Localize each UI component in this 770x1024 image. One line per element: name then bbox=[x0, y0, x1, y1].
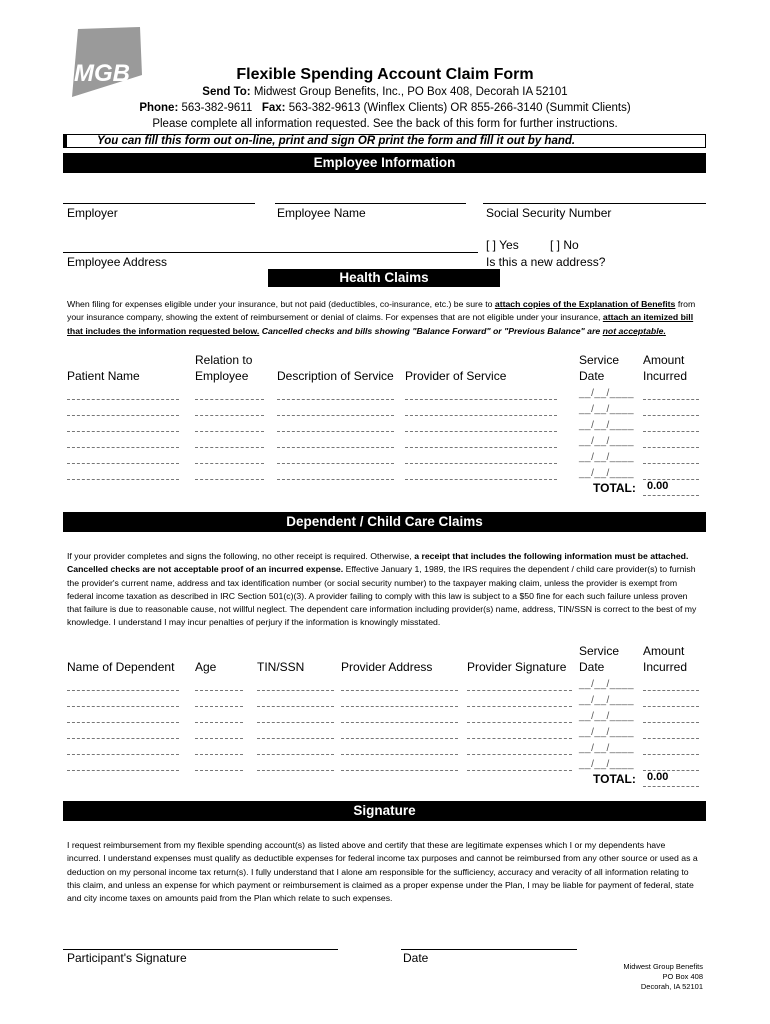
col-tin-ssn: TIN/SSN bbox=[257, 660, 305, 674]
dependent-dependent-name-field[interactable] bbox=[67, 690, 179, 691]
send-to-label: Send To: bbox=[202, 86, 251, 98]
employee-address-label: Employee Address bbox=[67, 255, 168, 269]
health-relation-field[interactable] bbox=[195, 463, 264, 464]
dependent-tin-ssn-field[interactable] bbox=[257, 706, 334, 707]
col-dep-amount-2: Incurred bbox=[643, 660, 688, 674]
col-amount-1: Amount bbox=[643, 353, 685, 367]
health-relation-field[interactable] bbox=[195, 479, 264, 480]
col-dep-service-1: Service bbox=[579, 644, 620, 658]
dependent-care-instructions bbox=[67, 550, 699, 630]
signature-certification: I request reimbursement from my flexible spending account(s) as listed above and certify that these are legitimate expenses which I or my dependents have incurred. I understand expenses must qualify as deductible expenses for federal income tax purposes and cannot be reimbursed from any other source or used as a deduction on my personal income tax return(s). I fully understand that I alone am responsible for the sufficiency, accuracy and veracity of all information relating to this claim, and unless an expense for which payment or reimbursement is claimed as a proper expense under the Plan, I may be liable for payment of federal, state and city income taxes on amounts paid from the Plan which relate to such expenses. bbox=[67, 840, 698, 904]
col-dep-amount-1: Amount bbox=[643, 644, 685, 658]
health-amount-field[interactable] bbox=[643, 447, 699, 448]
health-description-field[interactable] bbox=[277, 415, 394, 416]
dependent-p1: If your provider completes and signs the following, no other receipt is required. Otherwise, bbox=[67, 551, 415, 561]
dependent-tin-ssn-field[interactable] bbox=[257, 754, 334, 755]
dependent-care-heading: Dependent / Child Care Claims bbox=[63, 512, 706, 532]
employer-line[interactable] bbox=[63, 203, 255, 204]
health-p2: from your insurance company, showing the extent of reimbursement or denial of claims. For expenses that are not eligible under your insurance, bbox=[67, 299, 696, 323]
dependent-provider-signature-field[interactable] bbox=[467, 690, 572, 691]
dependent-provider-address-field[interactable] bbox=[341, 706, 458, 707]
footer-line1: Midwest Group Benefits bbox=[623, 962, 703, 971]
health-patient-name-field[interactable] bbox=[67, 431, 179, 432]
footer-line2: PO Box 408 bbox=[662, 972, 703, 981]
dependent-total-label: TOTAL: bbox=[593, 772, 636, 786]
health-patient-name-field[interactable] bbox=[67, 399, 179, 400]
dependent-age-field[interactable] bbox=[195, 722, 243, 723]
health-patient-name-field[interactable] bbox=[67, 463, 179, 464]
dependent-tin-ssn-field[interactable] bbox=[257, 690, 334, 691]
health-service-date-field[interactable]: __/__/____ bbox=[579, 388, 635, 399]
new-address-label: Is this a new address? bbox=[486, 255, 606, 269]
fax-number: 563-382-9613 (Winflex Clients) OR 855-266-3140 (Summit Clients) bbox=[288, 102, 631, 114]
dependent-provider-address-field[interactable] bbox=[341, 722, 458, 723]
fax-label: Fax: bbox=[261, 102, 286, 114]
health-description-field[interactable] bbox=[277, 479, 394, 480]
col-dependent-name: Name of Dependent bbox=[67, 660, 175, 674]
health-p1-emphasis: attach copies of the Explanation of Benefits bbox=[494, 299, 676, 309]
health-total-value: 0.00 bbox=[647, 480, 669, 492]
dependent-provider-address-field[interactable] bbox=[341, 770, 458, 771]
dependent-service-date-field[interactable]: __/__/____ bbox=[579, 759, 635, 770]
col-relation-2: Employee bbox=[195, 369, 249, 383]
dependent-amount-field[interactable] bbox=[643, 690, 699, 691]
send-to-line bbox=[0, 86, 770, 98]
health-patient-name-field[interactable] bbox=[67, 447, 179, 448]
health-p3: Cancelled checks and bills showing "Balance Forward" or "Previous Balance" are bbox=[259, 325, 603, 336]
col-description: Description of Service bbox=[277, 369, 394, 383]
dependent-provider-signature-field[interactable] bbox=[467, 706, 572, 707]
health-service-date-field[interactable]: __/__/____ bbox=[579, 420, 635, 431]
health-provider-field[interactable] bbox=[405, 431, 557, 432]
dependent-amount-field[interactable] bbox=[643, 722, 699, 723]
dependent-total-line bbox=[643, 786, 699, 787]
participant-signature-line[interactable] bbox=[63, 949, 338, 950]
health-provider-field[interactable] bbox=[405, 447, 557, 448]
health-provider-field[interactable] bbox=[405, 463, 557, 464]
send-to-address: Midwest Group Benefits, Inc., PO Box 408, Decorah IA 52101 bbox=[253, 86, 568, 98]
dependent-age-field[interactable] bbox=[195, 690, 243, 691]
new-address-no-checkbox[interactable]: [ ] No bbox=[550, 238, 579, 252]
dependent-tin-ssn-field[interactable] bbox=[257, 770, 334, 771]
health-p2-emphasis: attach an itemized bill that includes the information requested below. bbox=[67, 312, 694, 336]
dependent-total-value: 0.00 bbox=[647, 771, 669, 783]
dependent-service-date-field[interactable]: __/__/____ bbox=[579, 679, 635, 690]
dependent-age-field[interactable] bbox=[195, 706, 243, 707]
col-patient-name: Patient Name bbox=[67, 369, 140, 383]
fill-online-notice: You can fill this form out on-line, print and sign OR print the form and fill it out by hand. bbox=[63, 134, 706, 148]
dependent-dependent-name-field[interactable] bbox=[67, 754, 179, 755]
dependent-provider-signature-field[interactable] bbox=[467, 770, 572, 771]
ssn-label: Social Security Number bbox=[486, 206, 612, 220]
signature-heading: Signature bbox=[63, 801, 706, 821]
footer-address bbox=[560, 962, 703, 992]
col-relation-1: Relation to bbox=[195, 353, 253, 367]
dependent-service-date-field[interactable]: __/__/____ bbox=[579, 711, 635, 722]
dependent-age-field[interactable] bbox=[195, 754, 243, 755]
employee-address-line[interactable] bbox=[63, 252, 478, 253]
col-provider-address: Provider Address bbox=[341, 660, 433, 674]
logo-text: MGB bbox=[74, 60, 130, 87]
col-service-1: Service bbox=[579, 353, 620, 367]
date-label: Date bbox=[403, 951, 429, 965]
dependent-dependent-name-field[interactable] bbox=[67, 770, 179, 771]
col-service-2: Date bbox=[579, 369, 605, 383]
dependent-provider-signature-field[interactable] bbox=[467, 738, 572, 739]
health-patient-name-field[interactable] bbox=[67, 415, 179, 416]
phone-line bbox=[0, 102, 770, 114]
health-description-field[interactable] bbox=[277, 431, 394, 432]
employee-name-label: Employee Name bbox=[277, 206, 366, 220]
health-total-line bbox=[643, 495, 699, 496]
col-age: Age bbox=[195, 660, 217, 674]
health-relation-field[interactable] bbox=[195, 431, 264, 432]
dependent-p2: Effective January 1, 1989, the IRS requires the dependent / child care provider(s) to furnish the provider's current name, address and tax identification number (or social security number) to the taxpayer making claim, unless the provider is exempt from federal income taxation as described in IRC Section 501(c)(3). A provider failing to comply with this law is subject to a $50 fine for each such failure unless proven that failure is due to reasonable cause, not willful neglect. The dependent care information including provider(s) name, address, TIN/SSN is correct to the best of my knowledge. I understand I may incur penalties of perjury if the information is knowingly misstated. bbox=[67, 564, 697, 628]
dependent-age-field[interactable] bbox=[195, 770, 243, 771]
health-service-date-field[interactable]: __/__/____ bbox=[579, 468, 635, 479]
employee-name-line[interactable] bbox=[275, 203, 466, 204]
dependent-provider-signature-field[interactable] bbox=[467, 754, 572, 755]
health-service-date-field[interactable]: __/__/____ bbox=[579, 452, 635, 463]
health-provider-field[interactable] bbox=[405, 479, 557, 480]
dependent-amount-field[interactable] bbox=[643, 738, 699, 739]
dependent-p1-emphasis: a receipt that includes the following information must be attached. Cancelled checks are not acceptable proof of an incurred expense. bbox=[67, 551, 689, 575]
health-claims-instructions bbox=[67, 298, 699, 338]
dependent-provider-address-field[interactable] bbox=[341, 754, 458, 755]
form-title: Flexible Spending Account Claim Form bbox=[236, 66, 534, 83]
dependent-service-date-field[interactable]: __/__/____ bbox=[579, 727, 635, 738]
participant-signature-label: Participant's Signature bbox=[67, 951, 187, 965]
employer-label: Employer bbox=[67, 206, 118, 220]
phone-number: 563-382-9611 bbox=[181, 102, 253, 114]
employee-info-heading: Employee Information bbox=[63, 153, 706, 173]
health-relation-field[interactable] bbox=[195, 447, 264, 448]
dependent-service-date-field[interactable]: __/__/____ bbox=[579, 743, 635, 754]
health-provider-field[interactable] bbox=[405, 415, 557, 416]
health-total-label: TOTAL: bbox=[593, 481, 636, 495]
col-provider: Provider of Service bbox=[405, 369, 507, 383]
dependent-provider-signature-field[interactable] bbox=[467, 722, 572, 723]
col-provider-signature: Provider Signature bbox=[467, 660, 567, 674]
health-description-field[interactable] bbox=[277, 399, 394, 400]
health-service-date-field[interactable]: __/__/____ bbox=[579, 436, 635, 447]
dependent-dependent-name-field[interactable] bbox=[67, 706, 179, 707]
health-relation-field[interactable] bbox=[195, 415, 264, 416]
health-p3-emphasis: not acceptable. bbox=[602, 325, 666, 336]
health-relation-field[interactable] bbox=[195, 399, 264, 400]
dependent-dependent-name-field[interactable] bbox=[67, 722, 179, 723]
health-description-field[interactable] bbox=[277, 447, 394, 448]
health-patient-name-field[interactable] bbox=[67, 479, 179, 480]
dependent-amount-field[interactable] bbox=[643, 754, 699, 755]
dependent-service-date-field[interactable]: __/__/____ bbox=[579, 695, 635, 706]
date-line[interactable] bbox=[401, 949, 577, 950]
instructions: Please complete all information requested. See the back of this form for further instructions. bbox=[152, 118, 618, 130]
dependent-age-field[interactable] bbox=[195, 738, 243, 739]
col-dep-service-2: Date bbox=[579, 660, 605, 674]
health-amount-field[interactable] bbox=[643, 415, 699, 416]
dependent-dependent-name-field[interactable] bbox=[67, 738, 179, 739]
dependent-amount-field[interactable] bbox=[643, 706, 699, 707]
health-amount-field[interactable] bbox=[643, 399, 699, 400]
col-amount-2: Incurred bbox=[643, 369, 688, 383]
health-p1: When filing for expenses eligible under your insurance, but not paid (deductibles, co-insurance, etc.) be sure to bbox=[67, 299, 495, 309]
health-amount-field[interactable] bbox=[643, 431, 699, 432]
footer-line3: Decorah, IA 52101 bbox=[640, 982, 703, 991]
new-address-yes-checkbox[interactable]: [ ] Yes bbox=[486, 238, 519, 252]
health-description-field[interactable] bbox=[277, 463, 394, 464]
ssn-line[interactable] bbox=[483, 203, 706, 204]
phone-label: Phone: bbox=[139, 102, 179, 114]
dependent-tin-ssn-field[interactable] bbox=[257, 722, 334, 723]
health-claims-heading: Health Claims bbox=[268, 269, 500, 287]
dependent-tin-ssn-field[interactable] bbox=[257, 738, 334, 739]
health-service-date-field[interactable]: __/__/____ bbox=[579, 404, 635, 415]
dependent-provider-address-field[interactable] bbox=[341, 690, 458, 691]
health-amount-field[interactable] bbox=[643, 463, 699, 464]
dependent-provider-address-field[interactable] bbox=[341, 738, 458, 739]
health-provider-field[interactable] bbox=[405, 399, 557, 400]
